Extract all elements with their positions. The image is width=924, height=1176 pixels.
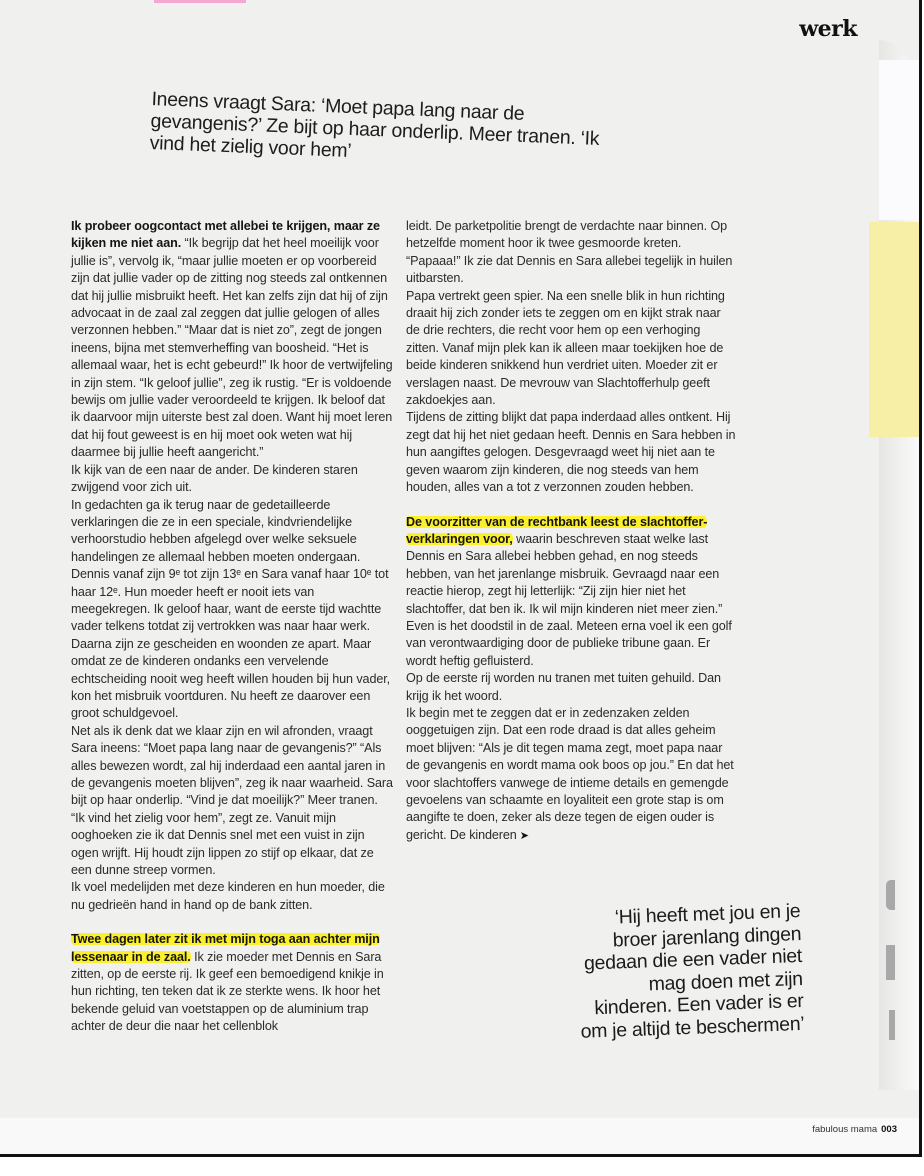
white-tab [879, 60, 919, 220]
paragraph [406, 514, 736, 671]
page-bottom-edge [0, 1118, 919, 1154]
binder-ring [886, 945, 895, 980]
magazine-name: fabulous mama [812, 1124, 878, 1135]
page-number: 003 [881, 1124, 897, 1135]
page-footer [812, 1124, 897, 1135]
binder-ring [886, 880, 895, 910]
paragraph: Ik voel medelijden met deze kinderen en hun moeder, die nu gedrieën hand in hand op de bank zitten. [71, 880, 385, 912]
paragraph: leidt. De parketpolitie brengt de verdachte naar binnen. Op hetzelfde moment hoor ik twee gesmoorde kreten. “Papaaa!” Ik zie dat Dennis en Sara allebei tegelijk in huilen uitbarsten. [406, 219, 733, 286]
paragraph [71, 931, 393, 1035]
paragraph: In gedachten ga ik terug naar de gedetailleerde verklaringen die ze in een speciale, kindvriendelijke verhoorstudio hebben afgelegd over welke seksuele handelingen ze allemaal hebben moeten ondergaan. Dennis vanaf zijn 9ᵉ tot zijn 13ᵉ en Sara vanaf haar 10ᵉ tot haar 12ᵉ. Hun moeder heeft er nooit iets van meegekregen. Ik geloof haar, want de eerste tijd wachtte vader telkens totdat zij vertrokken was naar haar werk. Daarna zijn ze gescheiden en woonden ze apart. Maar omdat ze de kinderen ondanks een vervelende echtscheiding nooit weg heeft willen houden bij hun vader, kon het misbruik voortduren. Nu heeft ze daarover een groot schuldgevoel. [71, 497, 391, 721]
paragraph [71, 218, 393, 462]
paragraph: Papa vertrekt geen spier. Na een snelle blik in hun richting draait hij zich zonder iets te zeggen om en kijkt strak naar de drie rechters, die recht voor hem op een verhoging zitten. Vanaf mijn plek kan ik alleen maar toekijken hoe de beide kinderen snikkend hun verdriet uiten. Moeder zit er verslagen naast. De mevrouw van Slachtofferhulp geeft zakdoekjes aan. [406, 288, 725, 408]
pull-quote: ‘Hij heeft met jou en je broer jarenlang dingen gedaan die een vader niet mag doen met zijn kinderen. Een vader is er om je altijd te beschermen’ [580, 900, 805, 1043]
lead-in: Ik probeer oogcontact met allebei te krijgen, maar ze kijken me niet aan. [71, 219, 380, 251]
paragraph: Net als ik denk dat we klaar zijn en wil afronden, vraagt Sara ineens: “Moet papa lang naar de gevangenis?” “Als alles bewezen wordt, zal hij inderdaad een aantal jaren in de gevangenis moeten blijven”, zeg ik naar waarheid. Sara bijt op haar onderlip. “Vind je dat moeilijk?” Meer tranen. “Ik vind het zielig voor hem”, zegt ze. Vanuit mijn ooghoeken zie ik dat Dennis snel met een vuist in zijn ogen wrijft. Hij houdt zijn lippen zo stijf op elkaar, dat ze een dunne streep vormen. [71, 723, 393, 878]
continue-arrow-icon: ➤ [519, 829, 529, 842]
intro-quote: Ineens vraagt Sara: ‘Moet papa lang naar de gevangenis?’ Ze bijt op haar onderlip. Meer tranen. ‘Ik vind het zielig voor hem’ [149, 88, 600, 163]
paragraph-body: waarin beschreven staat welke last Dennis en Sara allebei hebben gehad, en nog steeds hebben, van het jarenlange misbruik. Gevraagd naar een reactie hierop, zegt hij letterlijk: “Zij zijn hier niet het slachtoffer, dat ben ik. Ik wil mijn kinderen niet meer zien.” Even is het doodstil in de zaal. Meteen erna voel ik een golf van verontwaardiging door de publieke tribune gaan. Er wordt heftig gefluisterd. [406, 531, 732, 668]
highlighted-lead-in: Twee dagen later zit ik met mijn toga aan achter mijn lessenaar in de zaal. [71, 932, 380, 964]
paragraph-body: “Ik begrijp dat het heel moeilijk voor jullie is”, vervolg ik, “maar jullie moeten er op voorbereid zijn dat jullie vader op de zitting nog steeds zal ontkennen dat hij jullie misbruikt heeft. Het kan zelfs zijn dat hij of zijn advocaat in de zaal zal zeggen dat jullie gelogen of alles verzonnen hebben.” “Maar dat is niet zo”, zegt de jongen ineens, bijna met stemverheffing van boosheid. “Het is allemaal waar, het is echt gebeurd!” Ik hoor de vertwijfeling in zijn stem. “Ik geloof jullie”, zeg ik rustig. “Er is voldoende bewijs om jullie vader veroordeeld te krijgen. Ik beloof dat ik daarvoor mijn uiterste best zal doen. Want hij moet leren dat hij fout geweest is en hij moet ook weten wat hij daarmee bij jullie heeft aangericht.” [71, 236, 393, 460]
paragraph [406, 705, 736, 845]
binder-ring [889, 1010, 895, 1040]
paragraph: Op de eerste rij worden nu tranen met tuiten gehuild. Dan krijg ik het woord. [406, 671, 721, 703]
highlighted-lead-in: De voorzitter van de rechtbank leest de slachtoffer-verklaringen voor, [406, 514, 708, 546]
article-column-right [406, 218, 736, 845]
paragraph: Ik kijk van de een naar de ander. De kinderen staren zwijgend voor zich uit. [71, 462, 358, 495]
pink-tab-strip [154, 0, 246, 3]
paragraph: Tijdens de zitting blijkt dat papa inderdaad alles ontkent. Hij zegt dat hij het niet gedaan heeft. Dennis en Sara hebben in hun aangiftes gelogen. Desgevraagd weet hij niet aan te geven waarom zijn kinderen, die nog steeds van hem houden, alles van a tot z verzonnen zouden hebben. [406, 410, 736, 495]
paragraph-body: Ik zie moeder met Dennis en Sara zitten, op de eerste rij. Ik geef een bemoedigend knikje in hun richting, ten teken dat ik ze sterkte wens. Ik hoor het bekende geluid van voetstappen op de aluminium trap achter de deur die naar het cellenblok [71, 949, 384, 1034]
article-column-left [71, 218, 393, 1036]
section-label: werk [799, 16, 857, 42]
paragraph-body: Ik begin met te zeggen dat er in zedenzaken zelden ooggetuigen zijn. Dat een rode draad is dat alles geheim moet blijven: “Als je dit tegen mama zegt, moet papa naar de gevangenis en wordt mama ook boos op jou.” En dat het voor slachtoffers vanwege de intieme details en gemengde gevoelens van schaamte en loyaliteit een grote stap is om aangifte te doen, zeker als deze tegen de eigen ouder is gericht. De kinderen [406, 705, 734, 842]
yellow-sticky-note [869, 222, 919, 437]
